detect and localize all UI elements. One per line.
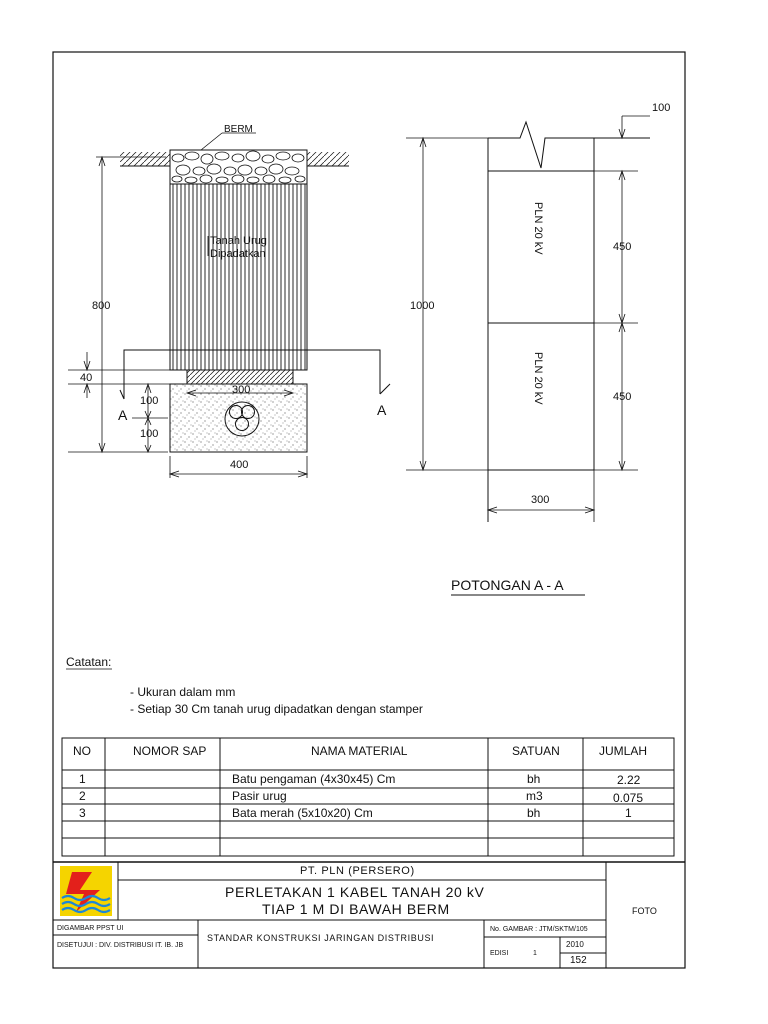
dim-1000-label: 1000 [410, 300, 435, 312]
section-title: POTONGAN A - A [451, 577, 564, 593]
table-header-sap: NOMOR SAP [133, 744, 207, 758]
standard-name: STANDAR KONSTRUKSI JARINGAN DISTRIBUSI [207, 933, 435, 943]
table-cell: 2 [79, 789, 86, 803]
dim-300-left-label: 300 [232, 384, 251, 396]
table-cell: Bata merah (5x10x20) Cm [232, 806, 373, 820]
table-header-qty: JUMLAH [599, 744, 648, 758]
edition-label: EDISI [490, 950, 509, 957]
ground-hatch-left [120, 152, 170, 166]
notes-heading: Catatan: [66, 655, 112, 669]
table-header-unit: SATUAN [512, 744, 560, 758]
drawn-by: DIGAMBAR PPST UI [57, 925, 124, 932]
berm-layer [170, 150, 307, 184]
dim-100-right-label: 100 [652, 102, 671, 114]
note-item-2: - Setiap 30 Cm tanah urug dipadatkan dengan stamper [130, 702, 423, 716]
table-cell: 2.22 [617, 773, 641, 787]
dim-800-label: 800 [92, 300, 111, 312]
fill-label-line2: Dipadatkan [210, 248, 266, 260]
dim-450-lower-label: 450 [613, 391, 632, 403]
table-header-no: NO [73, 744, 91, 758]
dim-100-upper-label: 100 [140, 395, 159, 407]
dim-450-upper-label: 450 [613, 241, 632, 253]
table-cell: Pasir urug [232, 789, 287, 803]
dim-40-label: 40 [80, 372, 93, 384]
table-cell: bh [527, 806, 541, 820]
brick-protector [187, 370, 293, 384]
table-header-material: NAMA MATERIAL [311, 744, 408, 758]
dim-100-lower-label: 100 [140, 428, 159, 440]
marker-text-upper: PLN 20 kV [532, 202, 544, 255]
photo-label: FOTO [632, 906, 657, 916]
pln-logo [60, 866, 112, 916]
cut-marker-left: A [118, 407, 128, 423]
drawing-number: No. GAMBAR : JTM/SKTM/105 [490, 926, 588, 933]
table-cell: 1 [625, 806, 632, 820]
table-cell: Batu pengaman (4x30x45) Cm [232, 772, 396, 786]
table-cell: 0.075 [613, 791, 644, 805]
berm-label: BERM [224, 124, 253, 135]
table-cell: 1 [79, 772, 86, 786]
drawing-title-line2: TIAP 1 M DI BAWAH BERM [262, 901, 450, 917]
right-dimensions [406, 116, 650, 522]
table-cell: 3 [79, 806, 86, 820]
marker-post [488, 122, 650, 522]
edition-number: 1 [533, 950, 537, 957]
marker-text-lower: PLN 20 kV [532, 352, 544, 405]
table-cell: m3 [526, 789, 543, 803]
ground-hatch-right [307, 152, 349, 166]
cut-marker-right: A [377, 402, 387, 418]
company-name: PT. PLN (PERSERO) [300, 865, 415, 877]
approved-by: DISETUJUI : DIV. DISTRIBUSI IT. IB. JB [57, 942, 184, 949]
table-cell: bh [527, 772, 541, 786]
compacted-fill [170, 184, 307, 370]
drawing-year: 2010 [566, 940, 584, 949]
dim-300-right-label: 300 [531, 494, 550, 506]
dim-400-label: 400 [230, 459, 249, 471]
note-item-1: - Ukuran dalam mm [130, 685, 236, 699]
drawing-title-line1: PERLETAKAN 1 KABEL TANAH 20 kV [225, 884, 485, 900]
page-number: 152 [570, 955, 587, 966]
fill-label-line1: Tanah Urug [210, 235, 267, 247]
